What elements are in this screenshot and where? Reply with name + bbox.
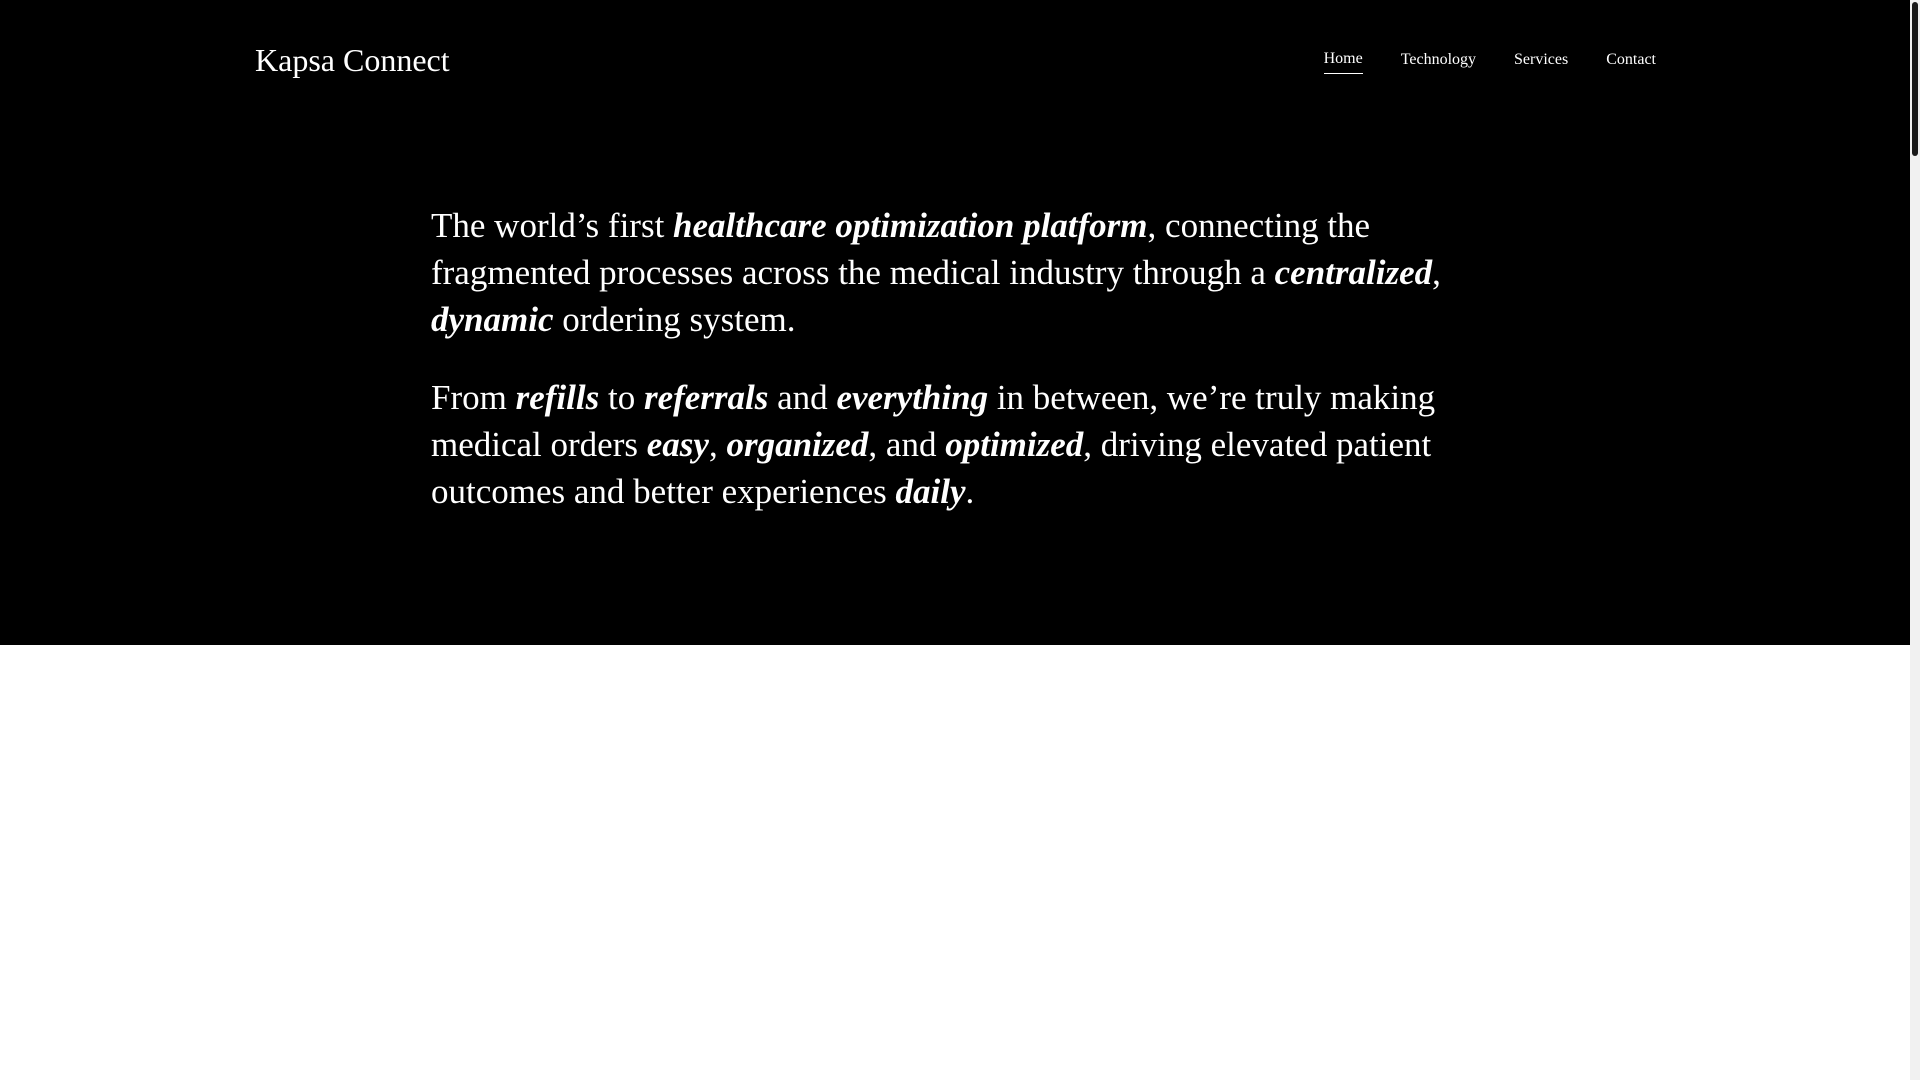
text-fragment: in between, we’re truly making medical orders [431, 378, 1436, 464]
text-fragment: , [708, 425, 727, 464]
emphasis-text: organized [726, 425, 869, 464]
emphasis-text: easy [646, 425, 709, 464]
emphasis-text: centralized [1274, 253, 1433, 292]
emphasis-text: referrals [643, 378, 769, 417]
text-fragment: From [431, 378, 516, 417]
text-fragment: The world’s first [431, 206, 674, 245]
main-nav [1286, 48, 1656, 74]
hero-paragraph-orders [431, 374, 1491, 515]
text-fragment: to [599, 378, 644, 417]
emphasis-text: dynamic [431, 300, 554, 339]
emphasis-text: optimized [945, 425, 1084, 464]
text-fragment: and [768, 378, 837, 417]
scrollbar-thumb[interactable] [1912, 2, 1918, 156]
emphasis-text: everything [836, 378, 989, 417]
nav-technology[interactable]: Technology [1400, 50, 1477, 68]
text-fragment: ordering system. [553, 300, 796, 339]
page-scrollbar[interactable] [1910, 0, 1920, 1080]
text-fragment: , and [868, 425, 946, 464]
nav-services[interactable]: Services [1514, 50, 1569, 68]
emphasis-text: refills [515, 378, 600, 417]
hero-paragraph-platform [431, 202, 1491, 343]
nav-contact[interactable]: Contact [1606, 50, 1656, 68]
text-fragment: . [965, 472, 975, 511]
brand-logo-link[interactable]: Kapsa Connect [255, 42, 450, 78]
text-fragment: , driving elevated patient outcomes and better experiences [431, 425, 1432, 511]
text-fragment: , [1432, 253, 1441, 292]
nav-home[interactable]: Home [1324, 48, 1363, 74]
hero-copy [431, 202, 1491, 546]
text-fragment: , connecting the fragmented processes across the medical industry through a [431, 206, 1371, 292]
emphasis-text: healthcare optimization platform [673, 206, 1148, 245]
emphasis-text: daily [895, 472, 966, 511]
